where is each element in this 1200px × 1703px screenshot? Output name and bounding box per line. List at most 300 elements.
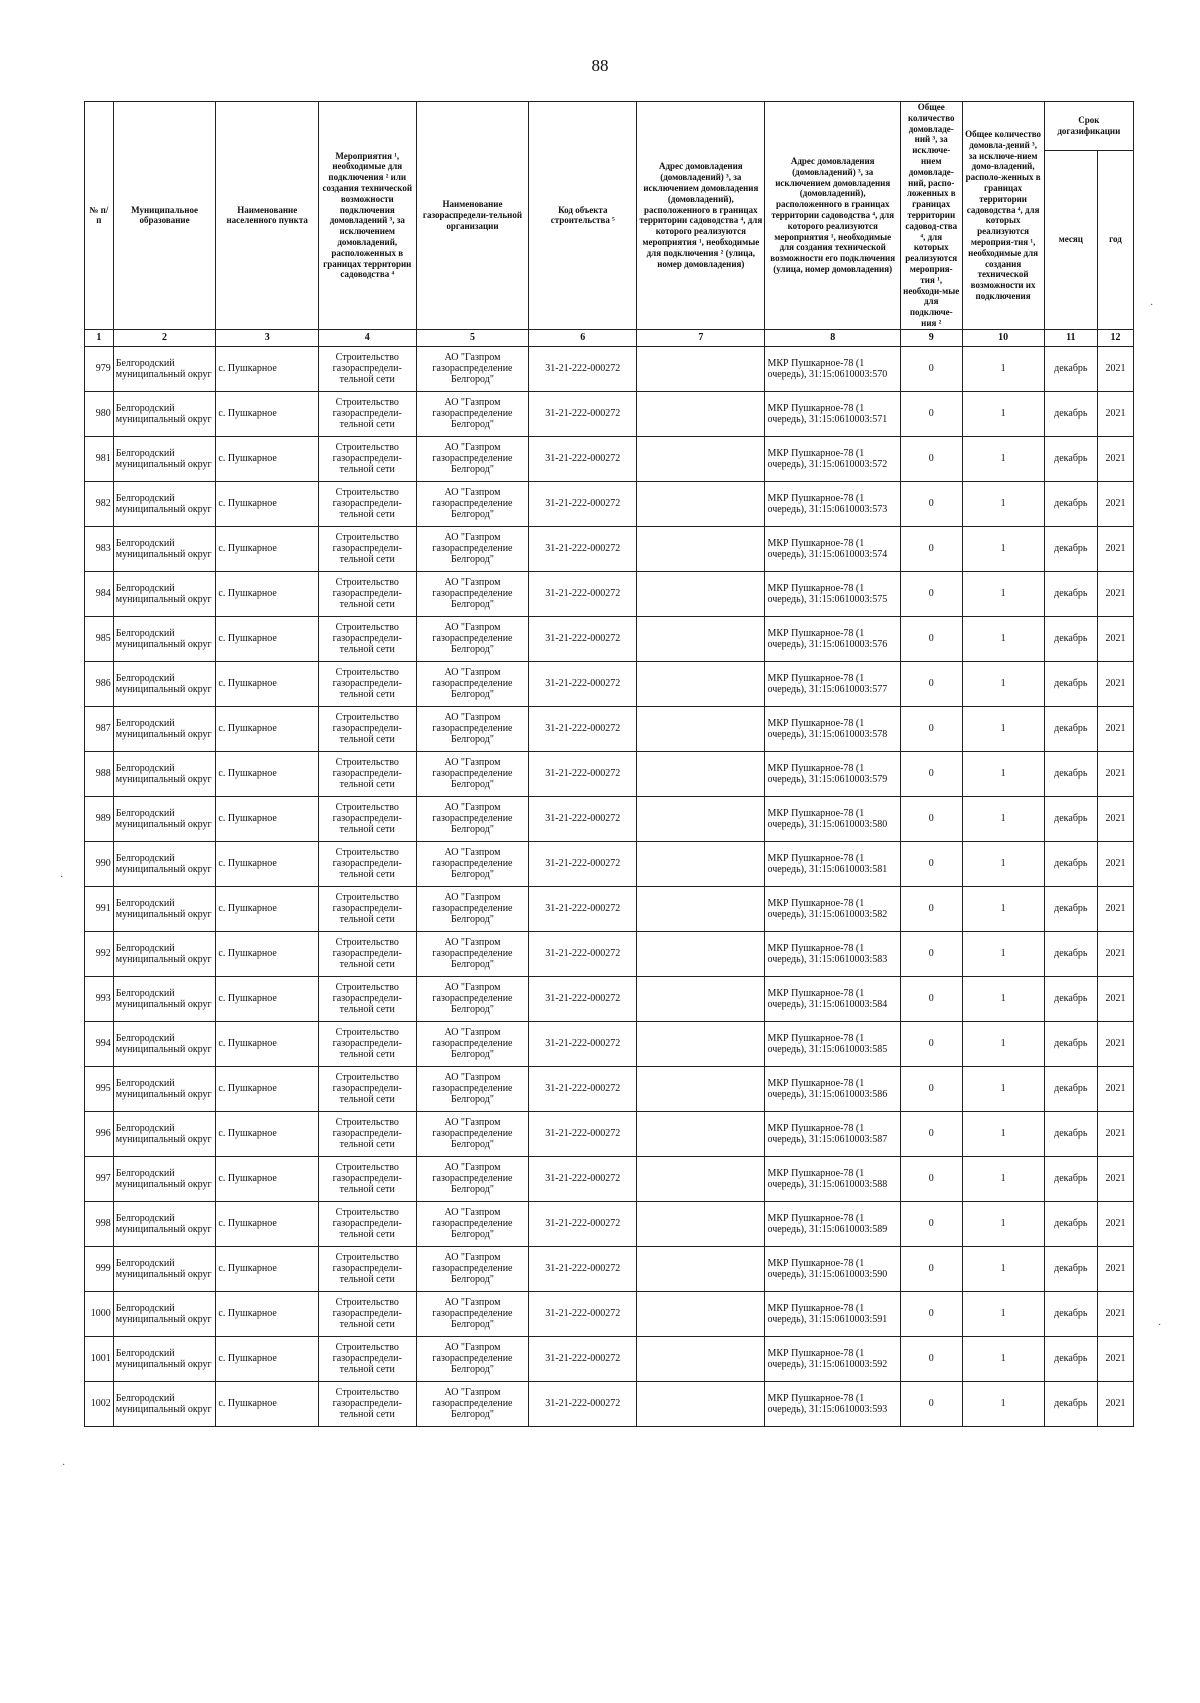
- count-connection-cell: 0: [900, 1111, 962, 1156]
- address-capability-cell: МКР Пушкарное-78 (1 очередь), 31:15:0610003:582: [765, 886, 900, 931]
- count-capability-cell: 1: [962, 1381, 1044, 1426]
- gas-org-cell: АО "Газпром газораспределение Белгород": [416, 616, 529, 661]
- address-capability-cell: МКР Пушкарное-78 (1 очередь), 31:15:0610003:570: [765, 346, 900, 391]
- row-number: 983: [85, 526, 114, 571]
- month-cell: декабрь: [1044, 1336, 1097, 1381]
- month-cell: декабрь: [1044, 1156, 1097, 1201]
- gas-org-cell: АО "Газпром газораспределение Белгород": [416, 526, 529, 571]
- row-number: 982: [85, 481, 114, 526]
- header-gas-org: Наименование газораспредели-тельной организации: [416, 102, 529, 330]
- count-capability-cell: 1: [962, 436, 1044, 481]
- municipality-cell: Белгородский муниципальный округ: [113, 526, 216, 571]
- count-capability-cell: 1: [962, 481, 1044, 526]
- address-capability-cell: МКР Пушкарное-78 (1 очередь), 31:15:0610003:572: [765, 436, 900, 481]
- column-number: 9: [900, 329, 962, 346]
- address-connection-cell: [637, 931, 765, 976]
- row-number: 985: [85, 616, 114, 661]
- count-capability-cell: 1: [962, 931, 1044, 976]
- measure-cell: Строительство газораспредели-тельной сети: [319, 886, 417, 931]
- month-cell: декабрь: [1044, 886, 1097, 931]
- table-row: [85, 481, 1134, 526]
- year-cell: 2021: [1098, 391, 1134, 436]
- address-capability-cell: МКР Пушкарное-78 (1 очередь), 31:15:0610003:580: [765, 796, 900, 841]
- address-connection-cell: [637, 661, 765, 706]
- municipality-cell: Белгородский муниципальный округ: [113, 751, 216, 796]
- measure-cell: Строительство газораспредели-тельной сети: [319, 1156, 417, 1201]
- header-deadline: Срок догазификации: [1044, 102, 1133, 151]
- measure-cell: Строительство газораспредели-тельной сети: [319, 571, 417, 616]
- locality-cell: с. Пушкарное: [216, 661, 319, 706]
- address-capability-cell: МКР Пушкарное-78 (1 очередь), 31:15:0610003:578: [765, 706, 900, 751]
- municipality-cell: Белгородский муниципальный округ: [113, 1066, 216, 1111]
- locality-cell: с. Пушкарное: [216, 1381, 319, 1426]
- address-connection-cell: [637, 796, 765, 841]
- locality-cell: с. Пушкарное: [216, 391, 319, 436]
- locality-cell: с. Пушкарное: [216, 1201, 319, 1246]
- count-capability-cell: 1: [962, 1111, 1044, 1156]
- count-capability-cell: 1: [962, 616, 1044, 661]
- municipality-cell: Белгородский муниципальный округ: [113, 886, 216, 931]
- count-capability-cell: 1: [962, 706, 1044, 751]
- header-municipality: Муниципальное образование: [113, 102, 216, 330]
- table-row: [85, 571, 1134, 616]
- object-code-cell: 31-21-222-000272: [529, 436, 637, 481]
- object-code-cell: 31-21-222-000272: [529, 1246, 637, 1291]
- column-number: 11: [1044, 329, 1097, 346]
- address-capability-cell: МКР Пушкарное-78 (1 очередь), 31:15:0610003:585: [765, 1021, 900, 1066]
- row-number: 1000: [85, 1291, 114, 1336]
- address-capability-cell: МКР Пушкарное-78 (1 очередь), 31:15:0610003:579: [765, 751, 900, 796]
- locality-cell: с. Пушкарное: [216, 481, 319, 526]
- measure-cell: Строительство газораспредели-тельной сети: [319, 346, 417, 391]
- year-cell: 2021: [1098, 841, 1134, 886]
- scan-dot: ·: [60, 872, 64, 883]
- gas-org-cell: АО "Газпром газораспределение Белгород": [416, 706, 529, 751]
- count-connection-cell: 0: [900, 976, 962, 1021]
- locality-cell: с. Пушкарное: [216, 346, 319, 391]
- row-number: 992: [85, 931, 114, 976]
- locality-cell: с. Пушкарное: [216, 1111, 319, 1156]
- month-cell: декабрь: [1044, 976, 1097, 1021]
- count-capability-cell: 1: [962, 1246, 1044, 1291]
- object-code-cell: 31-21-222-000272: [529, 751, 637, 796]
- address-connection-cell: [637, 1336, 765, 1381]
- count-capability-cell: 1: [962, 526, 1044, 571]
- gas-org-cell: АО "Газпром газораспределение Белгород": [416, 661, 529, 706]
- year-cell: 2021: [1098, 1291, 1134, 1336]
- gas-org-cell: АО "Газпром газораспределение Белгород": [416, 436, 529, 481]
- locality-cell: с. Пушкарное: [216, 706, 319, 751]
- year-cell: 2021: [1098, 1111, 1134, 1156]
- scan-dot: ·: [1150, 300, 1154, 311]
- header-count-capability: Общее количество домовла-дений ³, за исключе-нием домо-владений, располо-женных в границах территории садоводства ⁴, для которых реализуются мероприя-тия ¹, необходимые для создания технической возможности их подключения: [962, 102, 1044, 330]
- table-row: [85, 1156, 1134, 1201]
- count-capability-cell: 1: [962, 571, 1044, 616]
- year-cell: 2021: [1098, 886, 1134, 931]
- measure-cell: Строительство газораспредели-тельной сети: [319, 1291, 417, 1336]
- count-connection-cell: 0: [900, 571, 962, 616]
- measure-cell: Строительство газораспредели-тельной сети: [319, 1336, 417, 1381]
- year-cell: 2021: [1098, 1246, 1134, 1291]
- locality-cell: с. Пушкарное: [216, 1291, 319, 1336]
- count-connection-cell: 0: [900, 1381, 962, 1426]
- object-code-cell: 31-21-222-000272: [529, 481, 637, 526]
- object-code-cell: 31-21-222-000272: [529, 931, 637, 976]
- row-number: 984: [85, 571, 114, 616]
- year-cell: 2021: [1098, 1156, 1134, 1201]
- row-number: 1002: [85, 1381, 114, 1426]
- count-connection-cell: 0: [900, 481, 962, 526]
- count-connection-cell: 0: [900, 1246, 962, 1291]
- measure-cell: Строительство газораспредели-тельной сети: [319, 616, 417, 661]
- object-code-cell: 31-21-222-000272: [529, 706, 637, 751]
- measure-cell: Строительство газораспредели-тельной сети: [319, 1201, 417, 1246]
- count-connection-cell: 0: [900, 346, 962, 391]
- scan-dot: ·: [62, 1460, 66, 1471]
- measure-cell: Строительство газораспредели-тельной сети: [319, 1066, 417, 1111]
- month-cell: декабрь: [1044, 1111, 1097, 1156]
- month-cell: декабрь: [1044, 1066, 1097, 1111]
- column-number: 10: [962, 329, 1044, 346]
- month-cell: декабрь: [1044, 436, 1097, 481]
- year-cell: 2021: [1098, 571, 1134, 616]
- measure-cell: Строительство газораспредели-тельной сети: [319, 1381, 417, 1426]
- column-number: 4: [319, 329, 417, 346]
- address-connection-cell: [637, 346, 765, 391]
- table-header: [85, 102, 1134, 347]
- column-number: 12: [1098, 329, 1134, 346]
- count-capability-cell: 1: [962, 751, 1044, 796]
- municipality-cell: Белгородский муниципальный округ: [113, 571, 216, 616]
- address-connection-cell: [637, 526, 765, 571]
- month-cell: декабрь: [1044, 346, 1097, 391]
- table-row: [85, 1111, 1134, 1156]
- address-capability-cell: МКР Пушкарное-78 (1 очередь), 31:15:0610003:576: [765, 616, 900, 661]
- row-number: 989: [85, 796, 114, 841]
- table-row: [85, 661, 1134, 706]
- measure-cell: Строительство газораспредели-тельной сети: [319, 481, 417, 526]
- address-connection-cell: [637, 1381, 765, 1426]
- year-cell: 2021: [1098, 481, 1134, 526]
- address-capability-cell: МКР Пушкарное-78 (1 очередь), 31:15:0610003:583: [765, 931, 900, 976]
- table-row: [85, 751, 1134, 796]
- gas-org-cell: АО "Газпром газораспределение Белгород": [416, 1291, 529, 1336]
- month-cell: декабрь: [1044, 706, 1097, 751]
- address-capability-cell: МКР Пушкарное-78 (1 очередь), 31:15:0610003:571: [765, 391, 900, 436]
- table-row: [85, 391, 1134, 436]
- row-number: 993: [85, 976, 114, 1021]
- municipality-cell: Белгородский муниципальный округ: [113, 1381, 216, 1426]
- scan-dot: ·: [1158, 1320, 1162, 1331]
- month-cell: декабрь: [1044, 796, 1097, 841]
- year-cell: 2021: [1098, 751, 1134, 796]
- row-number: 1001: [85, 1336, 114, 1381]
- object-code-cell: 31-21-222-000272: [529, 1111, 637, 1156]
- table-row: [85, 796, 1134, 841]
- address-capability-cell: МКР Пушкарное-78 (1 очередь), 31:15:0610003:592: [765, 1336, 900, 1381]
- address-connection-cell: [637, 1291, 765, 1336]
- gas-org-cell: АО "Газпром газораспределение Белгород": [416, 1381, 529, 1426]
- count-capability-cell: 1: [962, 841, 1044, 886]
- address-capability-cell: МКР Пушкарное-78 (1 очередь), 31:15:0610003:575: [765, 571, 900, 616]
- year-cell: 2021: [1098, 526, 1134, 571]
- municipality-cell: Белгородский муниципальный округ: [113, 1201, 216, 1246]
- measure-cell: Строительство газораспредели-тельной сети: [319, 706, 417, 751]
- object-code-cell: 31-21-222-000272: [529, 796, 637, 841]
- page-number: 88: [591, 56, 609, 75]
- gas-org-cell: АО "Газпром газораспределение Белгород": [416, 1201, 529, 1246]
- row-number: 995: [85, 1066, 114, 1111]
- table-row: [85, 1381, 1134, 1426]
- object-code-cell: 31-21-222-000272: [529, 976, 637, 1021]
- count-connection-cell: 0: [900, 526, 962, 571]
- address-connection-cell: [637, 1156, 765, 1201]
- row-number: 987: [85, 706, 114, 751]
- count-connection-cell: 0: [900, 1336, 962, 1381]
- address-capability-cell: МКР Пушкарное-78 (1 очередь), 31:15:0610003:588: [765, 1156, 900, 1201]
- month-cell: декабрь: [1044, 841, 1097, 886]
- count-connection-cell: 0: [900, 1066, 962, 1111]
- header-measures: Мероприятия ¹, необходимые для подключения ² или создания технической возможности подключения домовладений ³, за исключением домовладений, расположенных в границах территории садоводства ⁴: [319, 102, 417, 330]
- municipality-cell: Белгородский муниципальный округ: [113, 841, 216, 886]
- address-connection-cell: [637, 1246, 765, 1291]
- month-cell: декабрь: [1044, 931, 1097, 976]
- municipality-cell: Белгородский муниципальный округ: [113, 1291, 216, 1336]
- municipality-cell: Белгородский муниципальный округ: [113, 391, 216, 436]
- gas-org-cell: АО "Газпром газораспределение Белгород": [416, 796, 529, 841]
- measure-cell: Строительство газораспредели-тельной сети: [319, 391, 417, 436]
- locality-cell: с. Пушкарное: [216, 1066, 319, 1111]
- count-connection-cell: 0: [900, 661, 962, 706]
- count-connection-cell: 0: [900, 436, 962, 481]
- address-capability-cell: МКР Пушкарное-78 (1 очередь), 31:15:0610003:573: [765, 481, 900, 526]
- year-cell: 2021: [1098, 436, 1134, 481]
- row-number: 979: [85, 346, 114, 391]
- row-number: 994: [85, 1021, 114, 1066]
- table-row: [85, 976, 1134, 1021]
- month-cell: декабрь: [1044, 481, 1097, 526]
- address-capability-cell: МКР Пушкарное-78 (1 очередь), 31:15:0610003:590: [765, 1246, 900, 1291]
- address-connection-cell: [637, 571, 765, 616]
- month-cell: декабрь: [1044, 1201, 1097, 1246]
- header-num: № п/п: [85, 102, 114, 330]
- header-count-connection: Общее количество домовладе-ний ³, за исключе-нием домовладе-ний, распо-ложенных в границах территории садовод-ства ⁴, для которых реализуются мероприя-тия ¹, необходи-мые для подключе-ния ²: [900, 102, 962, 330]
- municipality-cell: Белгородский муниципальный округ: [113, 976, 216, 1021]
- gas-org-cell: АО "Газпром газораспределение Белгород": [416, 841, 529, 886]
- year-cell: 2021: [1098, 1021, 1134, 1066]
- count-connection-cell: 0: [900, 931, 962, 976]
- object-code-cell: 31-21-222-000272: [529, 661, 637, 706]
- object-code-cell: 31-21-222-000272: [529, 526, 637, 571]
- gas-org-cell: АО "Газпром газораспределение Белгород": [416, 1111, 529, 1156]
- municipality-cell: Белгородский муниципальный округ: [113, 1111, 216, 1156]
- count-capability-cell: 1: [962, 661, 1044, 706]
- month-cell: декабрь: [1044, 1381, 1097, 1426]
- address-capability-cell: МКР Пушкарное-78 (1 очередь), 31:15:0610003:577: [765, 661, 900, 706]
- locality-cell: с. Пушкарное: [216, 1156, 319, 1201]
- column-number: 2: [113, 329, 216, 346]
- column-number: 3: [216, 329, 319, 346]
- year-cell: 2021: [1098, 706, 1134, 751]
- locality-cell: с. Пушкарное: [216, 751, 319, 796]
- count-connection-cell: 0: [900, 391, 962, 436]
- address-capability-cell: МКР Пушкарное-78 (1 очередь), 31:15:0610003:593: [765, 1381, 900, 1426]
- count-capability-cell: 1: [962, 1066, 1044, 1111]
- year-cell: 2021: [1098, 1066, 1134, 1111]
- measure-cell: Строительство газораспредели-тельной сети: [319, 841, 417, 886]
- month-cell: декабрь: [1044, 1021, 1097, 1066]
- address-connection-cell: [637, 1066, 765, 1111]
- gas-org-cell: АО "Газпром газораспределение Белгород": [416, 886, 529, 931]
- address-connection-cell: [637, 1201, 765, 1246]
- gas-org-cell: АО "Газпром газораспределение Белгород": [416, 1246, 529, 1291]
- count-connection-cell: 0: [900, 1201, 962, 1246]
- gas-org-cell: АО "Газпром газораспределение Белгород": [416, 1156, 529, 1201]
- address-capability-cell: МКР Пушкарное-78 (1 очередь), 31:15:0610003:591: [765, 1291, 900, 1336]
- count-capability-cell: 1: [962, 346, 1044, 391]
- address-capability-cell: МКР Пушкарное-78 (1 очередь), 31:15:0610003:584: [765, 976, 900, 1021]
- table-body: [85, 346, 1134, 1426]
- table-row: [85, 1021, 1134, 1066]
- year-cell: 2021: [1098, 1201, 1134, 1246]
- row-number: 980: [85, 391, 114, 436]
- table-row: [85, 706, 1134, 751]
- municipality-cell: Белгородский муниципальный округ: [113, 616, 216, 661]
- gas-org-cell: АО "Газпром газораспределение Белгород": [416, 976, 529, 1021]
- gas-org-cell: АО "Газпром газораспределение Белгород": [416, 571, 529, 616]
- object-code-cell: 31-21-222-000272: [529, 346, 637, 391]
- municipality-cell: Белгородский муниципальный округ: [113, 481, 216, 526]
- count-connection-cell: 0: [900, 841, 962, 886]
- count-connection-cell: 0: [900, 796, 962, 841]
- table-row: [85, 526, 1134, 571]
- object-code-cell: 31-21-222-000272: [529, 1381, 637, 1426]
- locality-cell: с. Пушкарное: [216, 1246, 319, 1291]
- municipality-cell: Белгородский муниципальный округ: [113, 346, 216, 391]
- header-object-code: Код объекта строительства ⁵: [529, 102, 637, 330]
- municipality-cell: Белгородский муниципальный округ: [113, 931, 216, 976]
- table-row: [85, 1291, 1134, 1336]
- count-capability-cell: 1: [962, 796, 1044, 841]
- address-connection-cell: [637, 436, 765, 481]
- row-number: 991: [85, 886, 114, 931]
- year-cell: 2021: [1098, 796, 1134, 841]
- column-number: 6: [529, 329, 637, 346]
- registry-table: [84, 101, 1134, 1427]
- address-connection-cell: [637, 841, 765, 886]
- measure-cell: Строительство газораспредели-тельной сети: [319, 436, 417, 481]
- gas-org-cell: АО "Газпром газораспределение Белгород": [416, 1021, 529, 1066]
- count-connection-cell: 0: [900, 1021, 962, 1066]
- address-connection-cell: [637, 976, 765, 1021]
- measure-cell: Строительство газораспредели-тельной сети: [319, 1111, 417, 1156]
- locality-cell: с. Пушкарное: [216, 886, 319, 931]
- table-row: [85, 346, 1134, 391]
- row-number: 981: [85, 436, 114, 481]
- gas-org-cell: АО "Газпром газораспределение Белгород": [416, 1066, 529, 1111]
- gas-org-cell: АО "Газпром газораспределение Белгород": [416, 931, 529, 976]
- count-connection-cell: 0: [900, 1291, 962, 1336]
- row-number: 996: [85, 1111, 114, 1156]
- year-cell: 2021: [1098, 661, 1134, 706]
- measure-cell: Строительство газораспредели-тельной сети: [319, 526, 417, 571]
- month-cell: декабрь: [1044, 571, 1097, 616]
- table-row: [85, 841, 1134, 886]
- year-cell: 2021: [1098, 346, 1134, 391]
- header-address-connection: Адрес домовладения (домовладений) ³, за исключением домовладения (домовладений), расположенного в границах территории садоводства ⁴, для которого реализуются мероприятия ¹, необходимые для подключения ² (улица, номер домовладения): [637, 102, 765, 330]
- count-capability-cell: 1: [962, 1021, 1044, 1066]
- address-connection-cell: [637, 1111, 765, 1156]
- header-address-capability: Адрес домовладения (домовладений) ³, за исключением домовладения (домовладений), расположенного в границах территории садоводства ⁴, для которого реализуются мероприятия ¹, необходимые для создания технической возможности его подключения (улица, номер домовладения): [765, 102, 900, 330]
- count-capability-cell: 1: [962, 1201, 1044, 1246]
- gas-org-cell: АО "Газпром газораспределение Белгород": [416, 1336, 529, 1381]
- object-code-cell: 31-21-222-000272: [529, 841, 637, 886]
- table-row: [85, 436, 1134, 481]
- header-locality: Наименование населенного пункта: [216, 102, 319, 330]
- count-connection-cell: 0: [900, 751, 962, 796]
- locality-cell: с. Пушкарное: [216, 1021, 319, 1066]
- count-connection-cell: 0: [900, 886, 962, 931]
- year-cell: 2021: [1098, 976, 1134, 1021]
- column-numbers-row: [85, 329, 1134, 346]
- address-capability-cell: МКР Пушкарное-78 (1 очередь), 31:15:0610003:574: [765, 526, 900, 571]
- table-row: [85, 1201, 1134, 1246]
- month-cell: декабрь: [1044, 391, 1097, 436]
- municipality-cell: Белгородский муниципальный округ: [113, 796, 216, 841]
- locality-cell: с. Пушкарное: [216, 616, 319, 661]
- municipality-cell: Белгородский муниципальный округ: [113, 706, 216, 751]
- count-capability-cell: 1: [962, 976, 1044, 1021]
- gas-org-cell: АО "Газпром газораспределение Белгород": [416, 481, 529, 526]
- row-number: 988: [85, 751, 114, 796]
- count-capability-cell: 1: [962, 391, 1044, 436]
- municipality-cell: Белгородский муниципальный округ: [113, 661, 216, 706]
- object-code-cell: 31-21-222-000272: [529, 571, 637, 616]
- month-cell: декабрь: [1044, 661, 1097, 706]
- table-row: [85, 931, 1134, 976]
- address-capability-cell: МКР Пушкарное-78 (1 очередь), 31:15:0610003:587: [765, 1111, 900, 1156]
- measure-cell: Строительство газораспредели-тельной сети: [319, 661, 417, 706]
- locality-cell: с. Пушкарное: [216, 976, 319, 1021]
- gas-org-cell: АО "Газпром газораспределение Белгород": [416, 391, 529, 436]
- year-cell: 2021: [1098, 1336, 1134, 1381]
- object-code-cell: 31-21-222-000272: [529, 391, 637, 436]
- address-connection-cell: [637, 1021, 765, 1066]
- column-number: 1: [85, 329, 114, 346]
- month-cell: декабрь: [1044, 526, 1097, 571]
- table-row: [85, 1336, 1134, 1381]
- table-row: [85, 616, 1134, 661]
- year-cell: 2021: [1098, 1381, 1134, 1426]
- gas-org-cell: АО "Газпром газораспределение Белгород": [416, 751, 529, 796]
- address-capability-cell: МКР Пушкарное-78 (1 очередь), 31:15:0610003:581: [765, 841, 900, 886]
- count-capability-cell: 1: [962, 1336, 1044, 1381]
- object-code-cell: 31-21-222-000272: [529, 886, 637, 931]
- table-row: [85, 1246, 1134, 1291]
- object-code-cell: 31-21-222-000272: [529, 616, 637, 661]
- object-code-cell: 31-21-222-000272: [529, 1336, 637, 1381]
- row-number: 998: [85, 1201, 114, 1246]
- locality-cell: с. Пушкарное: [216, 796, 319, 841]
- header-month: месяц: [1044, 150, 1097, 329]
- count-capability-cell: 1: [962, 886, 1044, 931]
- year-cell: 2021: [1098, 931, 1134, 976]
- address-capability-cell: МКР Пушкарное-78 (1 очередь), 31:15:0610003:586: [765, 1066, 900, 1111]
- measure-cell: Строительство газораспредели-тельной сети: [319, 796, 417, 841]
- measure-cell: Строительство газораспредели-тельной сети: [319, 976, 417, 1021]
- row-number: 997: [85, 1156, 114, 1201]
- object-code-cell: 31-21-222-000272: [529, 1201, 637, 1246]
